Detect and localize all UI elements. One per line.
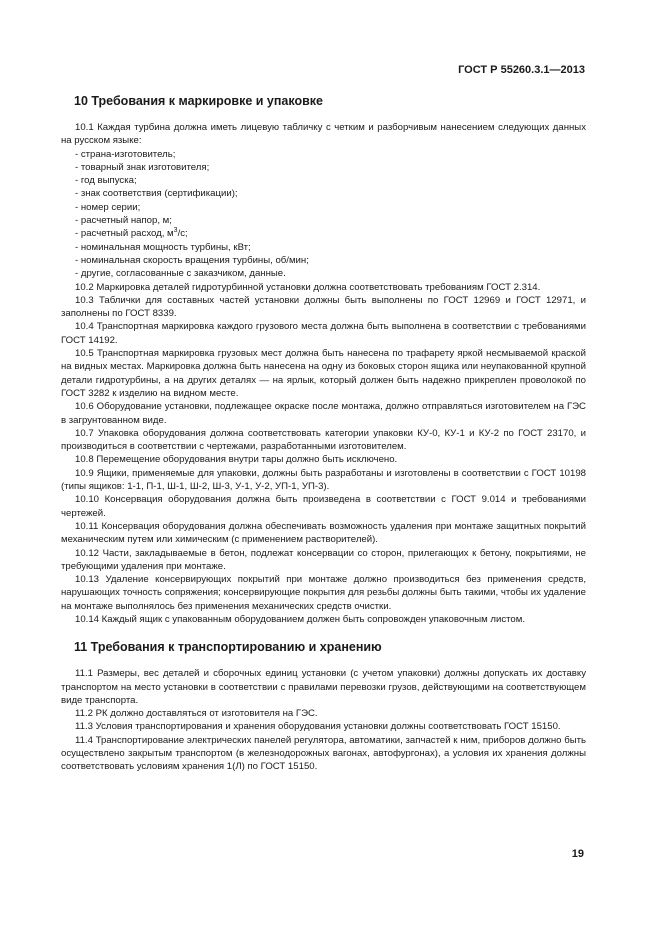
section-10-title: 10 Требования к маркировке и упаковке xyxy=(74,94,323,108)
list-item xyxy=(61,227,586,240)
list-item: - другие, согласованные с заказчиком, данные. xyxy=(75,268,286,280)
paragraph-10-3: 10.3 Таблички для составных частей установки должны быть выполнены по ГОСТ 12969 и ГОСТ 12971, и заполнены по ГОСТ 8339. xyxy=(61,294,586,320)
flow-superscript: 3 xyxy=(173,227,178,235)
paragraph-10-11: 10.11 Консервация оборудования должна обеспечивать возможность удаления при монтаже защитных покрытий механическим путем или химическим (с применением растворителей). xyxy=(61,520,586,546)
paragraph-11-1: 11.1 Размеры, вес деталей и сборочных единиц установки (с учетом упаковки) должны допускать их доставку транспортом на место установки в соответствии с правилами перевозки грузов, действующими на соответствующем виде транспорта. xyxy=(61,668,586,706)
marking-list xyxy=(61,148,586,281)
list-item: - номинальная скорость вращения турбины, об/мин; xyxy=(75,254,309,266)
flow-prefix: - расчетный расход, м xyxy=(75,228,174,240)
paragraph-10-2: 10.2 Маркировка деталей гидротурбинной установки должна соответствовать требованиям ГОСТ 2.314. xyxy=(75,281,541,293)
paragraph-10-4: 10.4 Транспортная маркировка каждого грузового места должна быть выполнена в соответствии с требованиями ГОСТ 14192. xyxy=(61,321,586,346)
paragraph-10-7: 10.7 Упаковка оборудования должна соответствовать категории упаковки КУ-0, КУ-1 и КУ-2 по ГОСТ 23170, и производиться в соответствии с чертежами, разработанными изготовителем. xyxy=(61,427,586,453)
list-item: - расчетный напор, м; xyxy=(75,215,172,227)
paragraph-10-5: 10.5 Транспортная маркировка грузовых мест должна быть нанесена по трафарету яркой несмываемой краской на видных местах. Маркировка должна быть нанесена на одну из боковых сторон ящика или неупакованной крупной детали гидротурбины, а на других деталях — на ярлык, который должен быть надежно прикреплен проволокой по ГОСТ 3282 к изделию на видном месте. xyxy=(61,348,586,399)
page-header: ГОСТ Р 55260.3.1—2013 xyxy=(458,64,585,76)
page-number: 19 xyxy=(571,848,584,860)
paragraph-10-10: 10.10 Консервация оборудования должна быть произведена в соответствии с ГОСТ 9.014 и требованиями чертежей. xyxy=(61,494,586,519)
paragraph-10-1: 10.1 Каждая турбина должна иметь лицевую табличку с четким и разборчивым нанесением следующих данных на русском языке: xyxy=(61,122,586,147)
list-item: - год выпуска; xyxy=(75,175,137,187)
paragraph-10-13: 10.13 Удаление консервирующих покрытий при монтаже должно производиться без применения средств, нарушающих точность сопряжения; консервирующие покрытия для резьбы должны быть такими, чтобы их удаление на монтаже выполнялось без применения механических средств очистки. xyxy=(61,574,586,612)
list-item: - номинальная мощность турбины, кВт; xyxy=(75,241,251,253)
section-11-title: 11 Требования к транспортированию и хранению xyxy=(74,640,382,655)
list-item: - товарный знак изготовителя; xyxy=(75,161,210,173)
paragraph-11-2: 11.2 РК должно доставляться от изготовителя на ГЭС. xyxy=(75,708,318,720)
list-item: - знак соответствия (сертификации); xyxy=(75,188,238,200)
document-body xyxy=(61,94,586,774)
paragraph-10-12: 10.12 Части, закладываемые в бетон, подлежат консервации со сторон, прилегающих к бетону, покрытиями, не требующими удаления при монтаже. xyxy=(61,547,586,572)
paragraph-10-9: 10.9 Ящики, применяемые для упаковки, должны быть разработаны и изготовлены в соответствии с ГОСТ 10198 (типы ящиков: 1-1, П-1, Ш-1, Ш-2, Ш-3, У-1, У-2, УП-1, УП-3). xyxy=(61,467,586,493)
paragraph-10-8: 10.8 Перемещение оборудования внутри тары должно быть исключено. xyxy=(75,454,398,466)
list-item: - номер серии; xyxy=(75,201,141,213)
paragraph-10-6: 10.6 Оборудование установки, подлежащее окраске после монтажа, должно отправляться изготовителем на ГЭС в загрунтованном виде. xyxy=(61,401,586,426)
paragraph-10-14: 10.14 Каждый ящик с упакованным оборудованием должен быть сопровожден упаковочным листом. xyxy=(75,613,526,625)
paragraph-11-4: 11.4 Транспортирование электрических панелей регулятора, автоматики, запчастей к ним, приборов должно быть осуществлено закрытым транспортом (в железнодорожных вагонах, автофургонах), а условия их хранения должны соответствовать условиям хранения 1(Л) по ГОСТ 15150. xyxy=(61,734,586,773)
flow-suffix: /с; xyxy=(177,228,188,240)
paragraph-11-3: 11.3 Условия транспортирования и хранения оборудования установки должны соответствовать ГОСТ 15150. xyxy=(75,721,561,733)
list-item: - страна-изготовитель; xyxy=(75,148,176,160)
